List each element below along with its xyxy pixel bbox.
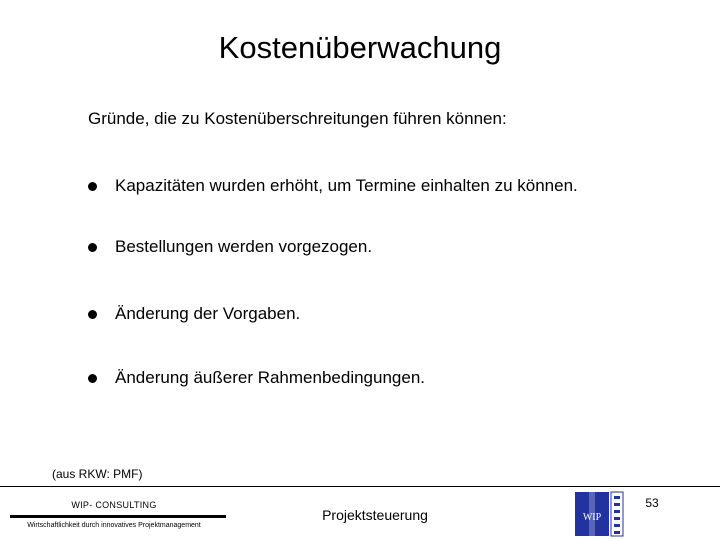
bullet-dot-icon bbox=[88, 310, 97, 319]
bullet-text: Änderung äußerer Rahmenbedingungen. bbox=[115, 368, 426, 387]
page-number: 53 bbox=[645, 496, 659, 510]
footer-section-title: Projektsteuerung bbox=[322, 507, 428, 523]
bullet-text: Änderung der Vorgaben. bbox=[115, 304, 301, 323]
logo-side-mark bbox=[614, 517, 620, 520]
bullet-item bbox=[88, 366, 425, 390]
source-note: (aus RKW: PMF) bbox=[52, 467, 143, 481]
bullet-item bbox=[88, 302, 300, 326]
footer-tagline: Wirtschaftlichkeit durch innovatives Projektmanagement bbox=[27, 522, 201, 529]
footer-company: WIP- CONSULTING bbox=[71, 500, 157, 510]
bullet-text: Bestellungen werden vorgezogen. bbox=[115, 237, 373, 256]
logo-side-mark bbox=[614, 503, 620, 506]
wip-logo-icon bbox=[575, 490, 625, 538]
intro-text: Gründe, die zu Kostenüberschreitungen führen können: bbox=[88, 109, 507, 128]
logo-side-mark bbox=[614, 496, 620, 499]
footer-company-underline bbox=[10, 515, 226, 518]
bullet-dot-icon bbox=[88, 182, 97, 191]
logo-side-mark bbox=[614, 524, 620, 527]
bullet-item bbox=[88, 235, 372, 259]
bullet-dot-icon bbox=[88, 374, 97, 383]
slide-title: Kostenüberwachung bbox=[218, 30, 502, 65]
logo-text: WIP bbox=[582, 512, 602, 523]
bullet-text: Kapazitäten wurden erhöht, um Termine einhalten zu können. bbox=[115, 176, 578, 195]
bullet-dot-icon bbox=[88, 243, 97, 252]
logo-side-mark bbox=[614, 531, 620, 534]
bullet-item bbox=[88, 174, 578, 198]
logo-side-mark bbox=[614, 510, 620, 513]
footer-divider bbox=[0, 486, 720, 487]
